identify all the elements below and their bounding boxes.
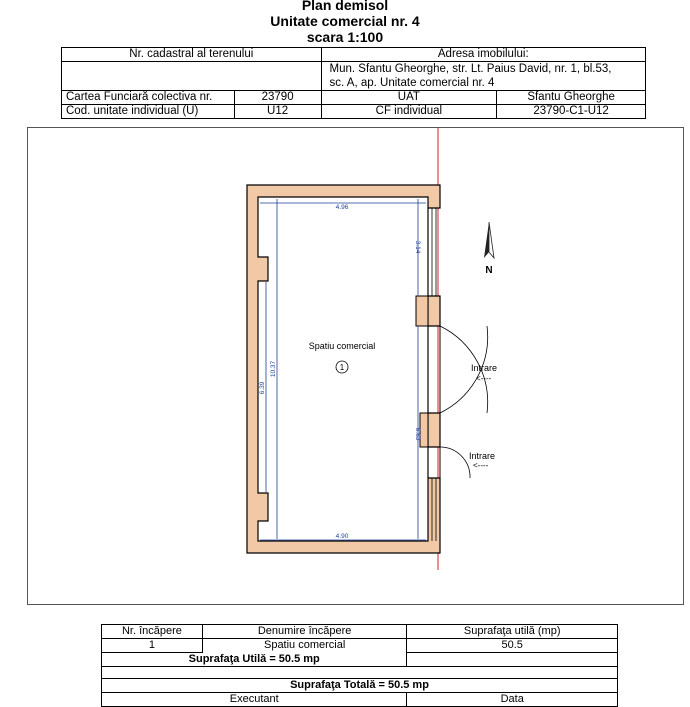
scale-label: scara 1:100 [306, 29, 384, 45]
entrance-2-arrow: <---- [473, 461, 489, 470]
cod-value: U12 [234, 105, 321, 119]
footer-executant: Executant [102, 693, 407, 707]
header-name: Denumire încăpere [202, 625, 407, 639]
cf-value: 23790 [234, 91, 321, 105]
header-nr: Nr. încăpere [102, 625, 203, 639]
unit-title: Unitate comercial nr. 4 [270, 13, 420, 29]
dim-left-inner: 6.39 [259, 381, 266, 395]
room-name: Spatiu comercial [308, 341, 376, 351]
header-area: Suprafaţa utilă (mp) [407, 625, 618, 639]
entrance-1-label: Intrare [471, 363, 498, 373]
uat-value: Sfantu Gheorghe [497, 91, 646, 105]
room-number: 1 [339, 363, 345, 372]
row-nr: 1 [102, 639, 203, 653]
north-arrow-icon [484, 222, 489, 258]
north-label: N [485, 265, 493, 276]
table-row [102, 639, 618, 653]
row-name: Spatiu comercial [202, 639, 407, 653]
door-2-swing [440, 447, 470, 478]
cadastral-label: Nr. cadastral al terenului [62, 48, 322, 62]
util-total-empty [407, 653, 618, 667]
cf-individual-label: CF individual [321, 105, 497, 119]
north-arrow-outline [489, 222, 494, 258]
entrance-1-arrow: <---- [476, 374, 492, 383]
uat-label: UAT [321, 91, 497, 105]
dim-left-total: 10.37 [270, 360, 277, 378]
wall-pier [416, 296, 428, 326]
address-line-2: sc. A, ap. Unitate comercial nr. 4 [329, 77, 495, 89]
total-area: Suprafaţa Totală = 50.5 mp [102, 679, 618, 693]
cf-individual-value: 23790-C1-U12 [497, 105, 646, 119]
row-area: 50.5 [407, 639, 618, 653]
plan-title: Plan demisol [301, 0, 389, 13]
spacer-row [102, 667, 618, 679]
dim-right-upper: 3.14 [414, 240, 421, 254]
entrance-2-label: Intrare [469, 451, 496, 461]
dim-top: 4.96 [335, 204, 349, 211]
util-total: Suprafaţa Utilă = 50.5 mp [102, 653, 407, 667]
cf-label: Cartea Funciară colectiva nr. [62, 91, 235, 105]
dim-bottom: 4.90 [335, 533, 349, 540]
rooms-table [101, 624, 618, 707]
footer-data: Data [407, 693, 618, 707]
cod-label: Cod. unitate individual (U) [62, 105, 235, 119]
dim-right-lower: 6.63 [414, 427, 421, 441]
address-line-1: Mun. Sfantu Gheorghe, str. Lt. Paius David, nr. 1, bl.53, [329, 63, 612, 75]
address-label: Adresa imobilului: [321, 48, 645, 62]
